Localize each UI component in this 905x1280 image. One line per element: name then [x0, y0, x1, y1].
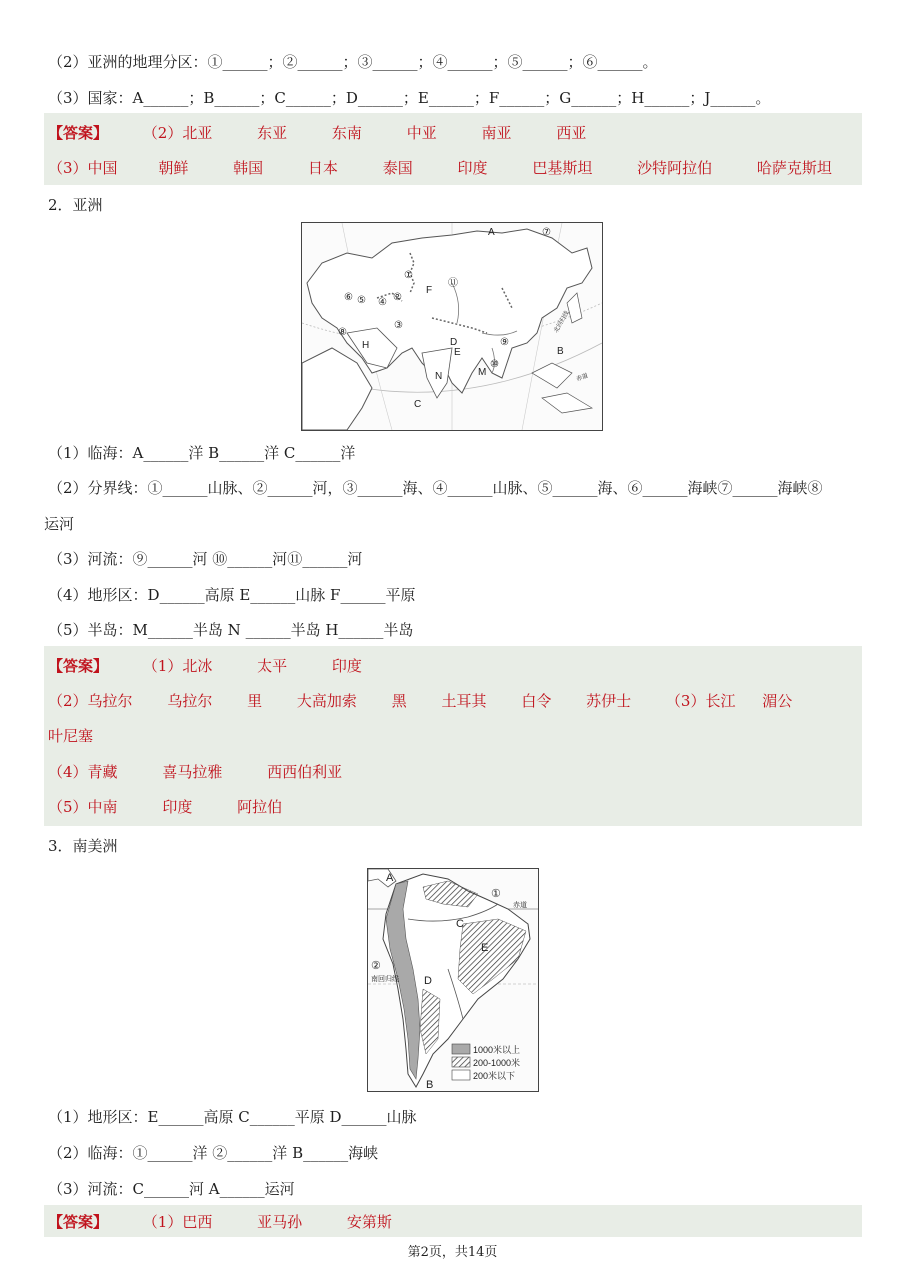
- map-label-11: ⑪: [448, 278, 458, 289]
- s3-answer-box: [44, 1205, 862, 1237]
- map3-label-tropic: 南回归线: [371, 976, 399, 983]
- legend-high: 1000米以上: [473, 1045, 521, 1055]
- s1-q2: （2）亚洲的地理分区：①______；②______；③______；④______；⑤______；⑥______。: [48, 53, 658, 71]
- page-footer: 第2页，共14页: [407, 1245, 498, 1260]
- legend-swatch-low: [452, 1070, 470, 1080]
- map-label-d: D: [450, 337, 458, 348]
- map-label-1: ①: [404, 270, 413, 281]
- map-label-a: A: [488, 227, 495, 238]
- map-label-4: ④: [378, 297, 387, 308]
- s1-answer-row1: 【答案】 （2）北亚 东亚 东南 中亚 南亚 西亚: [48, 124, 587, 142]
- s2-q4: （4）地形区：D______高原 E______山脉 F______平原: [48, 586, 416, 604]
- map-label-n: N: [435, 371, 443, 382]
- legend-mid: 200-1000米: [473, 1058, 521, 1068]
- map3-label-1: ①: [491, 888, 501, 900]
- map-label-7: ⑦: [542, 227, 551, 238]
- map3-label-2: ②: [371, 960, 381, 972]
- map3-label-c: C: [456, 918, 464, 930]
- legend-swatch-mid: [452, 1057, 470, 1067]
- map3-label-d: D: [424, 975, 432, 987]
- map-label-tropic: 北回归线: [553, 310, 571, 334]
- s2-q2: （2）分界线：①______山脉、②______河，③______海、④______山脉、⑤______海、⑥______海峡⑦______海峡⑧: [48, 479, 823, 497]
- s2-q5: （5）半岛：M______半岛 N ______半岛 H______半岛: [48, 621, 414, 639]
- map-label-b: B: [557, 346, 564, 357]
- asia-map-figure: [302, 223, 602, 430]
- s3-heading: 3．南美洲: [48, 837, 118, 855]
- legend-swatch-high: [452, 1044, 470, 1054]
- map3-label-a: A: [386, 872, 394, 884]
- s2-answer-row4: （5）中南 印度 阿拉伯: [48, 798, 283, 816]
- map-label-h: H: [362, 340, 370, 351]
- map-label-10: ⑩: [490, 359, 499, 370]
- map3-label-b: B: [426, 1079, 434, 1091]
- s1-answer-row2: （3）中国 朝鲜 韩国 日本 泰国 印度 巴基斯坦 沙特阿拉伯 哈萨克斯坦: [48, 159, 832, 177]
- s3-q1: （1）地形区：E______高原 C______平原 D______山脉: [48, 1108, 417, 1126]
- s2-answer-row3: （4）青藏 喜马拉雅 西西伯利亚: [48, 763, 343, 781]
- map3-label-e: E: [481, 942, 489, 954]
- s2-answer-row1: 【答案】 （1）北冰 太平 印度: [48, 657, 362, 675]
- legend-low: 200米以下: [473, 1071, 516, 1081]
- map-label-e: E: [454, 347, 461, 358]
- map-label-5: ⑤: [357, 295, 366, 306]
- s2-q3: （3）河流：⑨______河 ⑩______河⑪______河: [48, 550, 363, 568]
- south-america-map-figure: [368, 869, 538, 1091]
- s2-answer-row2: （2）乌拉尔 乌拉尔 里 大高加索 黑 土耳其 白令 苏伊士 （3）长江 湄公: [48, 692, 793, 710]
- map-label-f: F: [426, 285, 433, 296]
- s2-q1: （1）临海：A______洋 B______洋 C______洋: [48, 444, 356, 462]
- map-label-6: ⑥: [344, 292, 353, 303]
- map-label-9: ⑨: [500, 337, 509, 348]
- s2-answer-box: [44, 646, 862, 826]
- s2-q2-cont: 运河: [44, 515, 75, 533]
- s2-answer-row2-cont: 叶尼塞: [48, 727, 94, 745]
- asia-map: [301, 222, 603, 431]
- map-label-c: C: [414, 399, 422, 410]
- map-label-m: M: [478, 367, 487, 378]
- s1-answer-box: [44, 113, 862, 185]
- map3-label-equator: 赤道: [513, 902, 527, 909]
- map-label-8: ⑧: [338, 327, 347, 338]
- s3-q3: （3）河流：C______河 A______运河: [48, 1180, 295, 1198]
- south-america-map: [367, 868, 539, 1092]
- s2-heading: 2．亚洲: [48, 196, 103, 214]
- answer-label: 【答案】: [48, 124, 109, 142]
- map-label-2: ②: [393, 292, 402, 303]
- map-label-equator: 赤道: [575, 373, 589, 383]
- s3-q2: （2）临海：①______洋 ②______洋 B______海峡: [48, 1144, 379, 1162]
- map-label-3: ③: [394, 320, 403, 331]
- s3-answer-row1: 【答案】 （1）巴西 亚马孙 安第斯: [48, 1213, 392, 1231]
- s1-q3: （3）国家：A______；B______；C______；D______；E______；F______；G______；H______；J______。: [48, 89, 771, 107]
